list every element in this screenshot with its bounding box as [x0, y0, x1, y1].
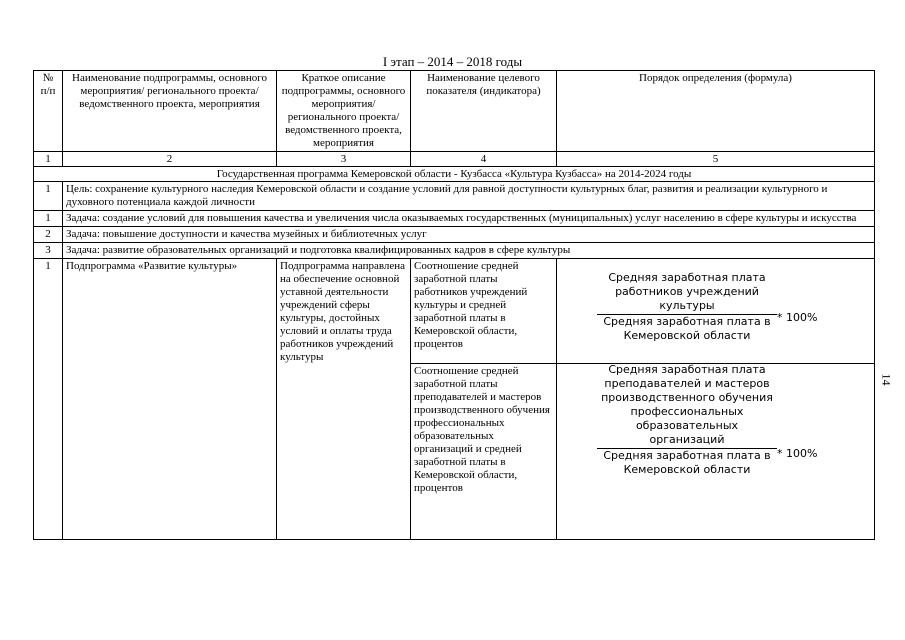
row-number: 3	[34, 243, 63, 259]
table-row	[34, 243, 875, 259]
task-text: Задача: развитие образовательных организаций и подготовка квалифицированных кадров в сфере культуры	[63, 243, 875, 259]
fraction	[597, 363, 777, 477]
formula-block	[557, 259, 874, 364]
header-num: № п/п	[34, 71, 63, 152]
program-title-row	[34, 167, 875, 182]
formula-block	[557, 363, 874, 539]
fraction-denominator: Средняя заработная плата в Кемеровской области	[603, 449, 771, 476]
indicator-text: Соотношение средней заработной платы работников учреждений культуры и средней заработной платы в Кемеровской области, процентов	[414, 260, 528, 350]
page-number: 14	[879, 373, 894, 386]
program-table	[33, 70, 875, 540]
column-number: 2	[63, 152, 277, 167]
row-number: 2	[34, 227, 63, 243]
goal-text: Цель: сохранение культурного наследия Кемеровской области и создание условий для равной доступности культурных благ, развития и реализации культурного и духовного потенциала каждой личности	[63, 182, 875, 211]
table-row	[34, 227, 875, 243]
multiplier: * 100%	[777, 447, 818, 460]
row-number: 1	[34, 259, 63, 540]
task-text: Задача: создание условий для повышения качества и увеличения числа оказываемых государственных (муниципальных) услуг населению в сфере культуры и искусства	[63, 211, 875, 227]
subprogram-description: Подпрограмма направлена на обеспечение основной уставной деятельности учреждений сферы культуры, достойных условий и оплаты труда работников учреждений культуры	[277, 259, 411, 540]
row-number: 1	[34, 182, 63, 211]
fraction-denominator: Средняя заработная плата в Кемеровской области	[603, 315, 771, 342]
indicator-text: Соотношение средней заработной платы преподавателей и мастеров производственного обучения профессиональных образовательных организаций и средней заработной платы в Кемеровской области, процентов	[414, 365, 550, 494]
fraction-numerator: Средняя заработная плата преподавателей и мастеров производственного обучения профессиональных образовательных организаций	[597, 363, 777, 449]
column-number-row	[34, 152, 875, 167]
column-number: 1	[34, 152, 63, 167]
header-description: Краткое описание подпрограммы, основного мероприятия/ регионального проекта/ведомственного проекта, мероприятия	[277, 71, 411, 152]
subprogram-name: Подпрограмма «Развитие культуры»	[63, 259, 277, 540]
header-formula: Порядок определения (формула)	[557, 71, 875, 152]
column-number: 4	[411, 152, 557, 167]
task-text: Задача: повышение доступности и качества музейных и библиотечных услуг	[63, 227, 875, 243]
multiplier: * 100%	[777, 311, 818, 324]
header-name: Наименование подпрограммы, основного мероприятия/ регионального проекта/ведомственного проекта, мероприятия	[63, 71, 277, 152]
fraction-numerator: Средняя заработная плата работников учреждений культуры	[597, 271, 777, 315]
table-row	[34, 182, 875, 211]
table-row	[34, 211, 875, 227]
column-number: 5	[557, 152, 875, 167]
column-number: 3	[277, 152, 411, 167]
header-row	[34, 71, 875, 152]
formula-cell	[557, 259, 875, 540]
header-indicator: Наименование целевого показателя (индикатора)	[411, 71, 557, 152]
program-title: Государственная программа Кемеровской области - Кузбасса «Культура Кузбасса» на 2014-2024 годы	[34, 167, 875, 182]
divider	[411, 363, 556, 364]
indicator-cell	[411, 259, 557, 540]
row-number: 1	[34, 211, 63, 227]
fraction	[597, 271, 777, 343]
subprogram-row	[34, 259, 875, 540]
page-title: I этап – 2014 – 2018 годы	[382, 54, 523, 69]
